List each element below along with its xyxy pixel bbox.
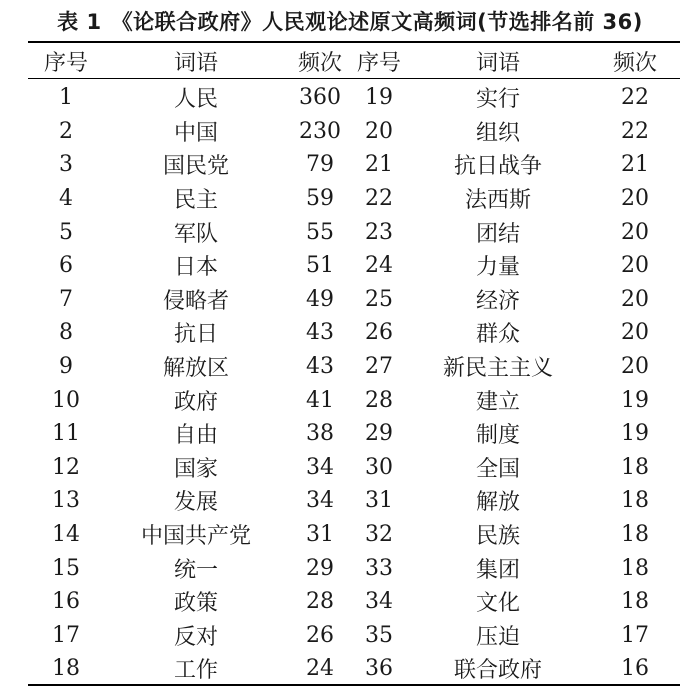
cell-rank-left: 13	[52, 488, 80, 514]
cell-rank-left: 16	[52, 589, 80, 615]
cell-frequency-right: 20	[621, 286, 649, 312]
table-header-row	[28, 44, 680, 78]
cell-rank-left: 10	[52, 387, 80, 413]
cell-word-left: 政策	[173, 591, 218, 617]
header-rank-right: 序号	[356, 50, 401, 76]
cell-frequency-right: 20	[621, 253, 649, 279]
table-body	[28, 78, 680, 686]
table-row	[28, 585, 680, 619]
cell-rank-left: 1	[59, 85, 73, 111]
cell-rank-right: 29	[365, 421, 393, 447]
cell-frequency-left: 51	[306, 253, 334, 279]
cell-frequency-left: 79	[306, 152, 334, 178]
header-frequency-right: 频次	[612, 50, 657, 76]
cell-word-right: 群众	[475, 322, 520, 348]
cell-word-right: 团结	[475, 221, 520, 247]
cell-rank-right: 31	[365, 488, 393, 514]
cell-frequency-left: 29	[306, 555, 334, 581]
table-row	[28, 283, 680, 317]
cell-rank-left: 5	[59, 219, 73, 245]
cell-word-left: 侵略者	[162, 288, 229, 314]
cell-word-right: 抗日战争	[453, 154, 542, 180]
cell-frequency-right: 22	[621, 85, 649, 111]
cell-frequency-left: 230	[299, 118, 341, 144]
table-row	[28, 115, 680, 149]
cell-word-left: 日本	[173, 255, 218, 281]
table-row	[28, 484, 680, 518]
cell-frequency-right: 17	[621, 622, 649, 648]
cell-frequency-right: 18	[621, 522, 649, 548]
cell-rank-left: 8	[59, 320, 73, 346]
table-row	[28, 383, 680, 417]
header-word-left: 词语	[173, 50, 218, 76]
cell-word-left: 民主	[173, 188, 218, 214]
cell-word-left: 发展	[173, 490, 218, 516]
cell-rank-left: 4	[59, 186, 73, 212]
cell-frequency-right: 20	[621, 186, 649, 212]
cell-word-left: 国家	[173, 456, 218, 482]
table-row	[28, 78, 680, 115]
cell-word-right: 民族	[475, 524, 520, 550]
cell-rank-right: 28	[365, 387, 393, 413]
cell-rank-right: 24	[365, 253, 393, 279]
frequency-table	[28, 44, 680, 686]
cell-frequency-left: 24	[306, 656, 334, 682]
cell-word-right: 集团	[475, 557, 520, 583]
cell-rank-right: 22	[365, 186, 393, 212]
cell-rank-left: 17	[52, 622, 80, 648]
cell-word-left: 统一	[173, 557, 218, 583]
cell-rank-left: 9	[59, 354, 73, 380]
cell-rank-right: 19	[365, 85, 393, 111]
top-rule	[28, 41, 680, 43]
cell-rank-right: 26	[365, 320, 393, 346]
cell-word-left: 抗日	[173, 322, 218, 348]
cell-rank-right: 25	[365, 286, 393, 312]
cell-frequency-left: 43	[306, 320, 334, 346]
cell-frequency-right: 21	[621, 152, 649, 178]
cell-word-right: 力量	[475, 255, 520, 281]
table-number: 表 1	[57, 10, 102, 34]
cell-frequency-right: 22	[621, 118, 649, 144]
cell-frequency-left: 59	[306, 186, 334, 212]
header-frequency-left: 频次	[297, 50, 342, 76]
cell-frequency-left: 55	[306, 219, 334, 245]
cell-frequency-right: 18	[621, 454, 649, 480]
cell-word-right: 压迫	[475, 624, 520, 650]
cell-frequency-left: 34	[306, 454, 334, 480]
cell-frequency-left: 49	[306, 286, 334, 312]
cell-word-right: 新民主主义	[442, 356, 553, 382]
cell-rank-left: 18	[52, 656, 80, 682]
cell-frequency-left: 28	[306, 589, 334, 615]
cell-word-right: 法西斯	[464, 188, 531, 214]
table-row	[28, 417, 680, 451]
cell-word-left: 反对	[173, 624, 218, 650]
cell-word-right: 实行	[475, 87, 520, 113]
cell-word-right: 制度	[475, 423, 520, 449]
cell-rank-right: 35	[365, 622, 393, 648]
cell-rank-right: 33	[365, 555, 393, 581]
table-row	[28, 182, 680, 216]
cell-rank-left: 14	[52, 522, 80, 548]
cell-rank-right: 20	[365, 118, 393, 144]
table-row	[28, 518, 680, 552]
cell-word-left: 解放区	[162, 356, 229, 382]
cell-frequency-right: 20	[621, 354, 649, 380]
cell-rank-left: 7	[59, 286, 73, 312]
cell-rank-right: 21	[365, 152, 393, 178]
cell-rank-left: 6	[59, 253, 73, 279]
cell-rank-left: 12	[52, 454, 80, 480]
cell-word-left: 中国共产党	[140, 524, 251, 550]
cell-frequency-left: 26	[306, 622, 334, 648]
cell-word-left: 自由	[173, 423, 218, 449]
cell-word-right: 文化	[475, 591, 520, 617]
table-row	[28, 652, 680, 686]
cell-word-left: 人民	[173, 87, 218, 113]
cell-word-left: 中国	[173, 120, 218, 146]
cell-word-right: 组织	[475, 120, 520, 146]
cell-frequency-right: 19	[621, 387, 649, 413]
cell-frequency-left: 43	[306, 354, 334, 380]
cell-frequency-right: 18	[621, 555, 649, 581]
table-row	[28, 249, 680, 283]
cell-frequency-left: 31	[306, 522, 334, 548]
cell-word-right: 联合政府	[453, 658, 542, 684]
cell-frequency-left: 360	[299, 85, 341, 111]
cell-rank-right: 36	[365, 656, 393, 682]
cell-rank-right: 27	[365, 354, 393, 380]
cell-word-left: 国民党	[162, 154, 229, 180]
cell-rank-left: 3	[59, 152, 73, 178]
cell-rank-right: 32	[365, 522, 393, 548]
table-caption	[0, 6, 700, 36]
table-title: 《论联合政府》人民观论述原文高频词(节选排名前 36)	[111, 10, 643, 34]
cell-rank-right: 23	[365, 219, 393, 245]
cell-frequency-left: 41	[306, 387, 334, 413]
cell-frequency-right: 19	[621, 421, 649, 447]
header-word-right: 词语	[475, 50, 520, 76]
table-row	[28, 148, 680, 182]
table-row	[28, 551, 680, 585]
cell-frequency-right: 18	[621, 488, 649, 514]
table-row	[28, 619, 680, 653]
cell-frequency-right: 20	[621, 320, 649, 346]
cell-frequency-left: 38	[306, 421, 334, 447]
cell-word-right: 解放	[475, 490, 520, 516]
cell-frequency-right: 20	[621, 219, 649, 245]
cell-word-left: 工作	[173, 658, 218, 684]
cell-word-left: 政府	[173, 389, 218, 415]
header-rank-left: 序号	[43, 50, 88, 76]
cell-word-right: 全国	[475, 456, 520, 482]
table-row	[28, 350, 680, 384]
cell-frequency-right: 18	[621, 589, 649, 615]
table-row	[28, 215, 680, 249]
cell-word-right: 经济	[475, 288, 520, 314]
cell-word-left: 军队	[173, 221, 218, 247]
cell-rank-left: 11	[52, 421, 80, 447]
table-row	[28, 316, 680, 350]
cell-rank-right: 30	[365, 454, 393, 480]
cell-rank-left: 2	[59, 118, 73, 144]
cell-rank-right: 34	[365, 589, 393, 615]
cell-frequency-right: 16	[621, 656, 649, 682]
table-row	[28, 451, 680, 485]
cell-word-right: 建立	[475, 389, 520, 415]
cell-frequency-left: 34	[306, 488, 334, 514]
cell-rank-left: 15	[52, 555, 80, 581]
